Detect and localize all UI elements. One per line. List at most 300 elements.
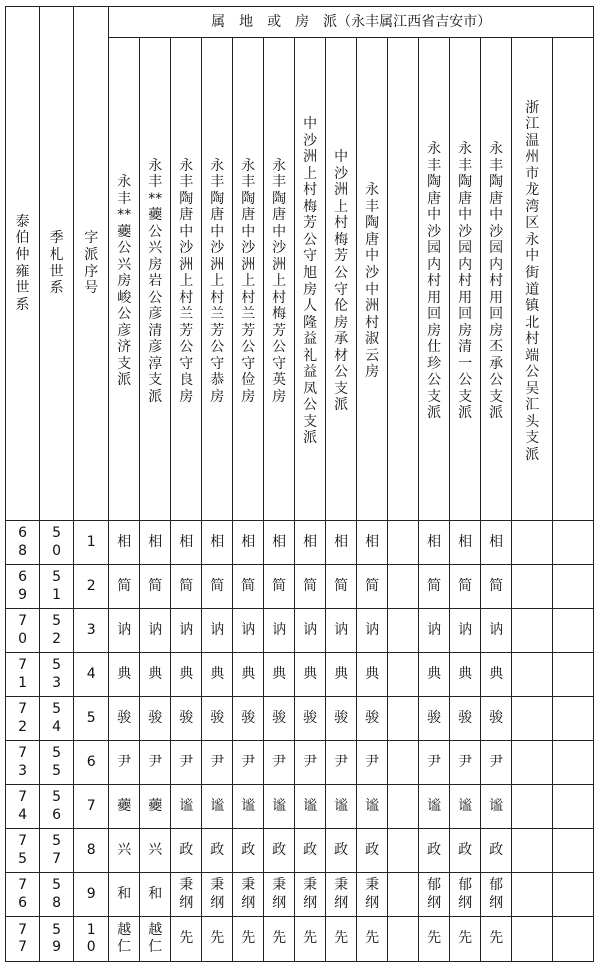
zipai-cell [295, 609, 326, 653]
zipai-character: 先 [179, 930, 194, 947]
jizha-value: 59 [52, 921, 62, 955]
zipai-cell [553, 785, 594, 829]
table-title: 属 地 或 房 派（永丰属江西省吉安市） [109, 7, 594, 38]
branch-header-3 [171, 38, 202, 521]
zipai-cell [481, 741, 512, 785]
zipai-cell [553, 653, 594, 697]
zipai-cell [171, 521, 202, 565]
taibo-lineage-header [6, 7, 40, 521]
zipai-character: 典 [365, 665, 380, 682]
jizha-cell [40, 609, 74, 653]
zipai-character: 讷 [427, 621, 442, 638]
zipai-cell [202, 653, 233, 697]
zipai-character: 简 [489, 577, 504, 594]
zipai-number-header [74, 7, 109, 521]
zipai-cell [450, 917, 481, 962]
zipai-cell [264, 565, 295, 609]
zipai-cell [233, 829, 264, 873]
table-row [6, 917, 594, 962]
zipai-cell [202, 741, 233, 785]
zipai-character: 谧 [272, 797, 287, 814]
zipai-cell [553, 609, 594, 653]
zipai-character: 和 [148, 885, 163, 902]
branch-label: 永丰**虁公兴房峻公彦济支派 [117, 174, 132, 389]
zipai-character: 谧 [303, 797, 318, 814]
zipai-character: 简 [210, 577, 225, 594]
branch-header-10 [388, 38, 419, 521]
num-value: 10 [86, 921, 96, 955]
zipai-cell [388, 653, 419, 697]
zipai-cell [512, 917, 553, 962]
zipai-character: 典 [117, 665, 132, 682]
zipai-cell [326, 609, 357, 653]
branch-header-8 [326, 38, 357, 521]
zipai-cell [326, 873, 357, 917]
genealogy-table [5, 6, 594, 962]
branch-label [396, 278, 410, 283]
zipai-cell [140, 609, 171, 653]
jizha-lineage-label: 季札世系 [49, 230, 64, 297]
num-value: 3 [86, 621, 96, 638]
zipai-cell [109, 873, 140, 917]
zipai-character: 典 [272, 665, 287, 682]
zipai-cell [481, 873, 512, 917]
zipai-character: 尹 [179, 753, 194, 770]
taibo-cell [6, 609, 40, 653]
zipai-character: 尹 [489, 753, 504, 770]
zipai-cell [264, 697, 295, 741]
zipai-character: 尹 [210, 753, 225, 770]
zipai-cell [233, 697, 264, 741]
zipai-character: 简 [179, 577, 194, 594]
taibo-cell [6, 917, 40, 962]
zipai-cell [512, 565, 553, 609]
zipai-character: 相 [272, 533, 287, 550]
branch-header-4 [202, 38, 233, 521]
zipai-cell [326, 829, 357, 873]
zipai-cell [481, 697, 512, 741]
jizha-cell [40, 829, 74, 873]
zipai-character: 尹 [272, 753, 287, 770]
num-cell [74, 873, 109, 917]
table-row [6, 609, 594, 653]
zipai-cell [264, 653, 295, 697]
zipai-character: 谧 [179, 797, 194, 814]
branch-label: 永丰陶唐中沙洲上村兰芳公守恭房 [210, 157, 225, 405]
zipai-character: 谧 [427, 797, 442, 814]
zipai-cell [357, 609, 388, 653]
zipai-character: 骏 [241, 709, 256, 726]
zipai-cell [512, 521, 553, 565]
taibo-value: 76 [18, 877, 27, 911]
taibo-value: 69 [18, 569, 27, 603]
zipai-character: 政 [427, 841, 442, 858]
zipai-character: 讷 [489, 621, 504, 638]
zipai-character: 相 [458, 533, 473, 550]
zipai-character: 秉纲 [272, 877, 287, 911]
zipai-cell [171, 741, 202, 785]
jizha-cell [40, 521, 74, 565]
zipai-cell [202, 521, 233, 565]
zipai-cell [171, 697, 202, 741]
zipai-character: 谧 [334, 797, 349, 814]
table-row [6, 785, 594, 829]
zipai-character: 先 [458, 930, 473, 947]
zipai-cell [388, 917, 419, 962]
zipai-cell [109, 785, 140, 829]
zipai-character: 郁纲 [489, 877, 504, 911]
taibo-value: 72 [18, 701, 27, 735]
branch-header-1 [109, 38, 140, 521]
zipai-character: 尹 [303, 753, 318, 770]
jizha-value: 52 [52, 613, 62, 647]
zipai-cell [357, 741, 388, 785]
jizha-value: 51 [52, 569, 62, 603]
zipai-character: 先 [210, 930, 225, 947]
zipai-cell [481, 521, 512, 565]
num-cell [74, 521, 109, 565]
zipai-character: 讷 [210, 621, 225, 638]
zipai-cell [109, 521, 140, 565]
zipai-cell [388, 873, 419, 917]
zipai-cell [140, 785, 171, 829]
zipai-cell [233, 521, 264, 565]
zipai-cell [171, 785, 202, 829]
zipai-character: 简 [334, 577, 349, 594]
zipai-cell [171, 917, 202, 962]
zipai-cell [481, 917, 512, 962]
branch-header-9 [357, 38, 388, 521]
zipai-character: 讷 [365, 621, 380, 638]
table-row [6, 565, 594, 609]
zipai-character: 越仁 [117, 921, 132, 955]
jizha-value: 58 [52, 877, 62, 911]
taibo-value: 68 [18, 525, 27, 559]
jizha-cell [40, 785, 74, 829]
zipai-character: 虁 [117, 797, 132, 814]
zipai-character: 兴 [117, 841, 132, 858]
zipai-cell [450, 609, 481, 653]
zipai-cell [233, 917, 264, 962]
zipai-cell [388, 785, 419, 829]
zipai-cell [326, 741, 357, 785]
num-cell [74, 741, 109, 785]
zipai-character: 政 [179, 841, 194, 858]
zipai-character: 政 [241, 841, 256, 858]
zipai-character: 秉纲 [241, 877, 256, 911]
num-cell [74, 785, 109, 829]
taibo-value: 71 [18, 657, 27, 691]
zipai-character: 秉纲 [179, 877, 194, 911]
zipai-character: 简 [427, 577, 442, 594]
zipai-cell [481, 653, 512, 697]
table-row [6, 653, 594, 697]
branch-label: 永丰陶唐中沙园内村用回房清一公支派 [458, 141, 473, 422]
zipai-cell [202, 917, 233, 962]
zipai-character: 典 [241, 665, 256, 682]
zipai-cell [233, 653, 264, 697]
branch-label: 永丰陶唐中沙洲上村兰芳公守俭房 [241, 157, 256, 405]
zipai-character: 典 [210, 665, 225, 682]
zipai-character: 相 [179, 533, 194, 550]
zipai-cell [295, 785, 326, 829]
zipai-character: 秉纲 [365, 877, 380, 911]
zipai-character: 先 [241, 930, 256, 947]
zipai-cell [140, 917, 171, 962]
zipai-character: 政 [303, 841, 318, 858]
zipai-character: 谧 [210, 797, 225, 814]
zipai-character: 骏 [303, 709, 318, 726]
zipai-character: 政 [334, 841, 349, 858]
branch-label: 中沙洲上村梅芳公守旭房人隆益礼益凤公支派 [303, 116, 318, 447]
table-row [6, 873, 594, 917]
zipai-cell [295, 521, 326, 565]
zipai-cell [109, 653, 140, 697]
zipai-character: 谧 [458, 797, 473, 814]
zipai-character: 政 [210, 841, 225, 858]
zipai-character: 骏 [365, 709, 380, 726]
zipai-cell [109, 609, 140, 653]
branch-label: 永丰**虁公兴房岩公彦清彦淳支派 [148, 157, 163, 405]
branch-label: 永丰陶唐中沙园内村用回房仕珍公支派 [427, 141, 442, 422]
jizha-cell [40, 565, 74, 609]
jizha-value: 53 [52, 657, 62, 691]
zipai-character: 尹 [365, 753, 380, 770]
jizha-cell [40, 917, 74, 962]
zipai-cell [264, 609, 295, 653]
zipai-character: 和 [117, 885, 132, 902]
zipai-cell [264, 741, 295, 785]
zipai-cell [295, 565, 326, 609]
zipai-character: 尹 [148, 753, 163, 770]
num-value: 5 [86, 709, 96, 726]
zipai-character: 骏 [272, 709, 287, 726]
zipai-cell [481, 565, 512, 609]
branch-label: 永丰陶唐中沙园内村用回房丕承公支派 [489, 141, 504, 422]
zipai-character: 政 [365, 841, 380, 858]
zipai-cell [481, 785, 512, 829]
zipai-cell [171, 609, 202, 653]
table-row [6, 697, 594, 741]
zipai-cell [553, 741, 594, 785]
branch-header-13 [481, 38, 512, 521]
jizha-value: 57 [52, 833, 62, 867]
zipai-character: 政 [458, 841, 473, 858]
zipai-character: 讷 [458, 621, 473, 638]
zipai-cell [357, 565, 388, 609]
zipai-character: 典 [148, 665, 163, 682]
zipai-character: 尹 [427, 753, 442, 770]
zipai-cell [326, 785, 357, 829]
jizha-value: 50 [52, 525, 62, 559]
jizha-cell [40, 873, 74, 917]
jizha-value: 55 [52, 745, 62, 779]
zipai-cell [202, 873, 233, 917]
zipai-character: 相 [489, 533, 504, 550]
zipai-character: 简 [458, 577, 473, 594]
branch-header-6 [264, 38, 295, 521]
zipai-cell [109, 741, 140, 785]
zipai-character: 简 [272, 577, 287, 594]
branch-label: 浙江温州市龙湾区永中街道镇北村端公吴汇头支派 [525, 99, 540, 463]
zipai-cell [326, 521, 357, 565]
zipai-cell [326, 697, 357, 741]
jizha-cell [40, 741, 74, 785]
zipai-cell [388, 565, 419, 609]
zipai-cell [388, 609, 419, 653]
zipai-cell [553, 873, 594, 917]
taibo-cell [6, 565, 40, 609]
zipai-character: 讷 [179, 621, 194, 638]
zipai-character: 先 [303, 930, 318, 947]
zipai-cell [264, 917, 295, 962]
zipai-character: 讷 [272, 621, 287, 638]
zipai-cell [295, 653, 326, 697]
zipai-character: 相 [241, 533, 256, 550]
zipai-character: 骏 [148, 709, 163, 726]
zipai-cell [357, 829, 388, 873]
zipai-character: 相 [427, 533, 442, 550]
num-cell [74, 697, 109, 741]
zipai-character: 简 [241, 577, 256, 594]
zipai-cell [140, 521, 171, 565]
zipai-character: 讷 [117, 621, 132, 638]
taibo-value: 74 [18, 789, 27, 823]
taibo-value: 73 [18, 745, 27, 779]
zipai-character: 讷 [148, 621, 163, 638]
branch-label: 中沙洲上村梅芳公守伦房承材公支派 [334, 149, 349, 414]
taibo-cell [6, 741, 40, 785]
zipai-character: 骏 [117, 709, 132, 726]
zipai-cell [450, 697, 481, 741]
zipai-cell [553, 917, 594, 962]
num-value: 7 [86, 797, 96, 814]
zipai-character: 先 [489, 930, 504, 947]
num-value: 4 [86, 665, 96, 682]
zipai-cell [481, 829, 512, 873]
zipai-character: 先 [427, 930, 442, 947]
zipai-character: 先 [272, 930, 287, 947]
zipai-character: 简 [148, 577, 163, 594]
num-cell [74, 653, 109, 697]
zipai-cell [202, 785, 233, 829]
branch-label: 永丰陶唐中沙中洲村淑云房 [365, 182, 380, 381]
zipai-character: 简 [365, 577, 380, 594]
zipai-cell [512, 609, 553, 653]
zipai-cell [171, 829, 202, 873]
zipai-cell [450, 741, 481, 785]
branch-header-7 [295, 38, 326, 521]
zipai-cell [357, 697, 388, 741]
zipai-character: 相 [334, 533, 349, 550]
zipai-character: 尹 [458, 753, 473, 770]
zipai-cell [553, 697, 594, 741]
num-value: 1 [86, 533, 96, 550]
zipai-cell [171, 653, 202, 697]
zipai-cell [202, 609, 233, 653]
zipai-character: 尹 [334, 753, 349, 770]
zipai-cell [109, 917, 140, 962]
zipai-character: 骏 [427, 709, 442, 726]
zipai-character: 典 [334, 665, 349, 682]
taibo-cell [6, 521, 40, 565]
taibo-cell [6, 697, 40, 741]
zipai-cell [419, 653, 450, 697]
zipai-cell [202, 565, 233, 609]
zipai-character: 简 [303, 577, 318, 594]
zipai-character: 相 [365, 533, 380, 550]
zipai-cell [419, 829, 450, 873]
zipai-cell [450, 653, 481, 697]
zipai-cell [140, 829, 171, 873]
zipai-cell [326, 565, 357, 609]
zipai-cell [109, 565, 140, 609]
zipai-character: 骏 [458, 709, 473, 726]
zipai-character: 尹 [241, 753, 256, 770]
zipai-cell [357, 521, 388, 565]
zipai-character: 郁纲 [458, 877, 473, 911]
num-value: 8 [86, 841, 96, 858]
zipai-character: 尹 [117, 753, 132, 770]
zipai-cell [388, 741, 419, 785]
zipai-character: 相 [148, 533, 163, 550]
table-row [6, 741, 594, 785]
zipai-cell [419, 873, 450, 917]
zipai-character: 骏 [210, 709, 225, 726]
zipai-cell [233, 785, 264, 829]
zipai-character: 讷 [334, 621, 349, 638]
zipai-cell [140, 741, 171, 785]
num-value: 2 [86, 577, 96, 594]
zipai-cell [264, 873, 295, 917]
branch-header-11 [419, 38, 450, 521]
zipai-cell [233, 565, 264, 609]
num-value: 6 [86, 753, 96, 770]
num-cell [74, 609, 109, 653]
zipai-cell [140, 565, 171, 609]
zipai-cell [264, 521, 295, 565]
zipai-cell [171, 565, 202, 609]
num-cell [74, 829, 109, 873]
zipai-cell [450, 785, 481, 829]
zipai-cell [295, 873, 326, 917]
jizha-cell [40, 653, 74, 697]
zipai-cell [233, 741, 264, 785]
zipai-cell [388, 697, 419, 741]
branch-header-5 [233, 38, 264, 521]
zipai-cell [295, 829, 326, 873]
zipai-cell [357, 917, 388, 962]
taibo-cell [6, 873, 40, 917]
zipai-character: 谧 [489, 797, 504, 814]
zipai-number-label: 字派序号 [84, 230, 99, 297]
zipai-cell [450, 873, 481, 917]
table-row [6, 521, 594, 565]
zipai-cell [512, 697, 553, 741]
taibo-value: 77 [18, 921, 27, 955]
zipai-character: 谧 [241, 797, 256, 814]
zipai-cell [450, 521, 481, 565]
zipai-cell [388, 829, 419, 873]
zipai-cell [419, 741, 450, 785]
jizha-cell [40, 697, 74, 741]
branch-label [566, 278, 580, 283]
zipai-character: 相 [117, 533, 132, 550]
zipai-cell [388, 521, 419, 565]
zipai-cell [140, 697, 171, 741]
zipai-cell [512, 785, 553, 829]
zipai-cell [295, 917, 326, 962]
